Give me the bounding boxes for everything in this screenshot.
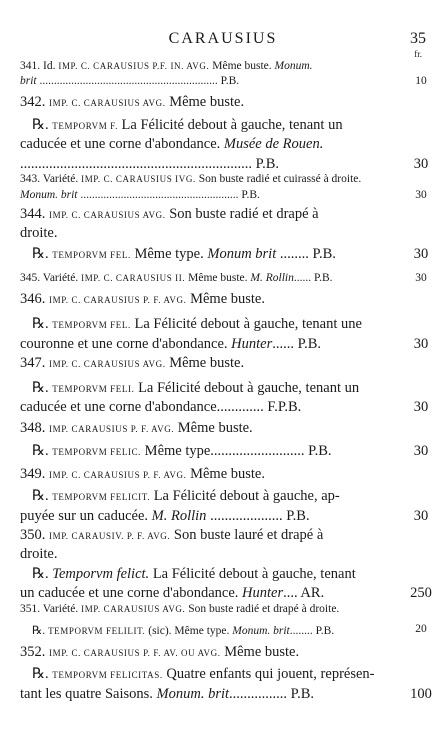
legend-text: IMP. CARAUSIUS P. F. AVG. — [49, 424, 175, 434]
entry-text: Même buste. — [186, 466, 265, 482]
entry-text: Même buste. — [174, 420, 253, 436]
price-value: 100 — [410, 686, 432, 702]
entry-text: Son buste radié et drapé à droite. — [185, 603, 340, 615]
entry-text: ℞. — [32, 666, 53, 682]
entry-text: 341. Id. — [20, 60, 59, 72]
entry-text: .................... P.B. — [206, 508, 310, 524]
entry-text: Même buste. — [165, 355, 245, 371]
entry-line — [20, 189, 396, 201]
legend-text: IMP. C. CARAUSIUS AVG. — [49, 98, 166, 108]
italic-text: Monum brit — [207, 246, 277, 262]
italic-text: Hunter — [242, 585, 284, 601]
price-value: 30 — [413, 399, 429, 415]
entry-line — [32, 623, 396, 637]
entry-text: ℞. — [32, 246, 53, 262]
entry-text: 345. Variété. — [20, 272, 82, 284]
legend-text: IMP. C. CARAUSIUS P. F. AVG. — [49, 470, 187, 480]
price-value: 30 — [413, 508, 429, 524]
page-header — [0, 30, 446, 59]
italic-text: Monum. brit — [20, 189, 78, 201]
legend-text: IMP. CARAUSIV. P. F. AVG. — [49, 531, 171, 541]
entry-text: .............................................................. P.B. — [36, 75, 240, 87]
entry-text: Quatre enfants qui jouent, représen- — [162, 666, 375, 682]
entry-line — [20, 546, 396, 563]
entry-text: 352. — [20, 644, 49, 660]
entry-text: ℞. — [32, 117, 53, 133]
entry-line — [20, 206, 396, 223]
entry-text: 344. — [20, 206, 49, 222]
entry-line — [32, 380, 396, 397]
entry-text: La Félicité debout à gauche, tenant — [149, 566, 356, 582]
entry-line — [20, 527, 396, 544]
entry-line — [20, 508, 396, 525]
entry-line — [20, 60, 396, 72]
entry-line — [20, 291, 396, 308]
entry-line — [20, 75, 396, 87]
entry-text: 342. — [20, 94, 49, 110]
entry-text: 347. — [20, 355, 49, 371]
entry-text: ...... P.B. — [272, 336, 322, 352]
entry-line — [20, 355, 396, 372]
italic-text: Monum. — [274, 60, 313, 72]
entry-line — [20, 272, 396, 284]
price-value: 30 — [413, 246, 429, 262]
legend-text: IMP. C. CARAUSIUS IVG. — [81, 174, 196, 184]
entry-text: 351. Variété. — [20, 603, 82, 615]
legend-text: IMP. CARAUSIUS AVG. — [81, 604, 186, 614]
page-number: 35 — [410, 30, 426, 47]
italic-text: brit — [20, 75, 37, 87]
entry-text: (sic). Même type. — [145, 625, 233, 637]
entry-line — [20, 585, 396, 602]
entry-text: droite. — [20, 546, 58, 562]
entry-text: tant les quatre Saisons. — [20, 686, 157, 702]
legend-text: TEMPORVM FELI. — [52, 384, 135, 394]
legend-text: IMP. C. CARAUSIUS II. — [81, 273, 186, 283]
legend-text: TEMPORVM FEL. — [52, 250, 131, 260]
entry-text: Même type. — [130, 246, 208, 262]
entry-text: ℞. — [32, 488, 53, 504]
entry-line — [20, 173, 396, 185]
italic-text: Monum. brit — [156, 686, 230, 702]
entry-text: ℞. — [32, 566, 53, 582]
price-value: 30 — [413, 336, 429, 352]
entry-text: ℞. — [32, 443, 53, 459]
entry-text: Même buste. — [185, 272, 251, 284]
entry-line — [32, 666, 396, 683]
legend-text: TEMPORVM FELICIT. — [52, 492, 151, 502]
entry-text: couronne et une corne d'abondance. — [20, 336, 232, 352]
italic-text: Hunter — [231, 336, 273, 352]
italic-text: M. Rollin — [151, 508, 207, 524]
legend-text: IMP. C. CARAUSIUS AVG. — [49, 359, 166, 369]
entry-text: ................................................................ P.B. — [20, 156, 280, 172]
entry-text: La Félicité debout à gauche, tenant un — [117, 117, 343, 133]
legend-text: TEMPORVM FELIC. — [52, 447, 142, 457]
entry-text: ...... P.B. — [293, 272, 333, 284]
entry-line — [32, 443, 396, 460]
entry-text: Même buste. — [186, 291, 265, 307]
value-unit-label: fr. — [414, 49, 422, 59]
italic-text: Temporvm felict. — [52, 566, 150, 582]
entry-line — [20, 336, 396, 353]
entry-text: ℞. — [32, 380, 53, 396]
entry-text: 348. — [20, 420, 49, 436]
entry-line — [32, 316, 396, 333]
italic-text: Musée de Rouen. — [223, 136, 324, 152]
entry-text: 346. — [20, 291, 49, 307]
entry-line — [20, 156, 396, 173]
entry-line — [32, 488, 396, 505]
price-value: 10 — [415, 75, 427, 87]
price-value: 30 — [413, 443, 429, 459]
entry-text: 349. — [20, 466, 49, 482]
entry-text: 343. Variété. — [20, 173, 82, 185]
entry-text: ....................................................... P.B. — [77, 189, 260, 201]
legend-text: TEMPORVM FELILIT. — [48, 626, 146, 636]
legend-text: TEMPORVM FEL. — [52, 320, 131, 330]
legend-text: TEMPORVM FELICITAS. — [52, 670, 163, 680]
entry-line — [20, 136, 396, 153]
entry-line — [20, 466, 396, 483]
price-value: 30 — [415, 189, 427, 201]
entry-line — [32, 117, 396, 134]
entry-text: un caducée et une corne d'abondance. — [20, 585, 243, 601]
entry-text: Son buste radié et cuirassé à droite. — [195, 173, 362, 185]
price-value: 250 — [410, 585, 432, 601]
entry-text: ........ P.B. — [289, 625, 335, 637]
entry-text: Son buste lauré et drapé à — [170, 527, 324, 543]
legend-text: IMP. C. CARAUSIUS AVG. — [49, 210, 166, 220]
entry-line — [20, 94, 396, 111]
entry-text: Même buste. — [209, 60, 275, 72]
price-value: 30 — [413, 156, 429, 172]
entry-text: puyée sur un caducée. — [20, 508, 152, 524]
entry-text: Son buste radié et drapé à — [165, 206, 319, 222]
legend-text: IMP. C. CARAUSIUS P. F. AVG. — [49, 295, 187, 305]
entry-text: droite. — [20, 225, 58, 241]
entry-text: La Félicité debout à gauche, tenant une — [130, 316, 362, 332]
entry-text: La Félicité debout à gauche, ap- — [150, 488, 340, 504]
entry-text: ................ P.B. — [229, 686, 315, 702]
price-value: 20 — [415, 623, 427, 635]
italic-text: M. Rollin — [250, 272, 294, 284]
entry-line — [32, 566, 396, 583]
entry-line — [20, 399, 396, 416]
price-value: 30 — [415, 272, 427, 284]
entry-text: ........ P.B. — [276, 246, 336, 262]
entry-line — [20, 686, 396, 703]
legend-text: TEMPORVM F. — [52, 121, 118, 131]
entry-text: caducée et une corne d'abondance............. F.P.B. — [20, 399, 302, 415]
running-title: CARAUSIUS — [168, 30, 278, 47]
entry-text: 350. — [20, 527, 49, 543]
entry-text: Même buste. — [220, 644, 300, 660]
entry-line — [32, 246, 396, 263]
entry-text: ℞. — [32, 625, 49, 637]
entry-line — [20, 420, 396, 437]
entry-line — [20, 225, 396, 242]
legend-text: IMP. C. CARAUSIUS P.F. IN. AVG. — [58, 61, 210, 71]
entry-text: ℞. — [32, 316, 53, 332]
entry-line — [20, 644, 396, 661]
entry-text: Même buste. — [165, 94, 245, 110]
legend-text: IMP. C. CARAUSIUS P. F. AV. OU AVG. — [49, 648, 221, 658]
entry-text: caducée et une corne d'abondance. — [20, 136, 224, 152]
entry-text: La Félicité debout à gauche, tenant un — [134, 380, 360, 396]
entry-text: Même type.......................... P.B. — [141, 443, 332, 459]
entry-line — [20, 603, 396, 615]
entry-text: .... AR. — [283, 585, 325, 601]
italic-text: Monum. brit — [232, 625, 290, 637]
